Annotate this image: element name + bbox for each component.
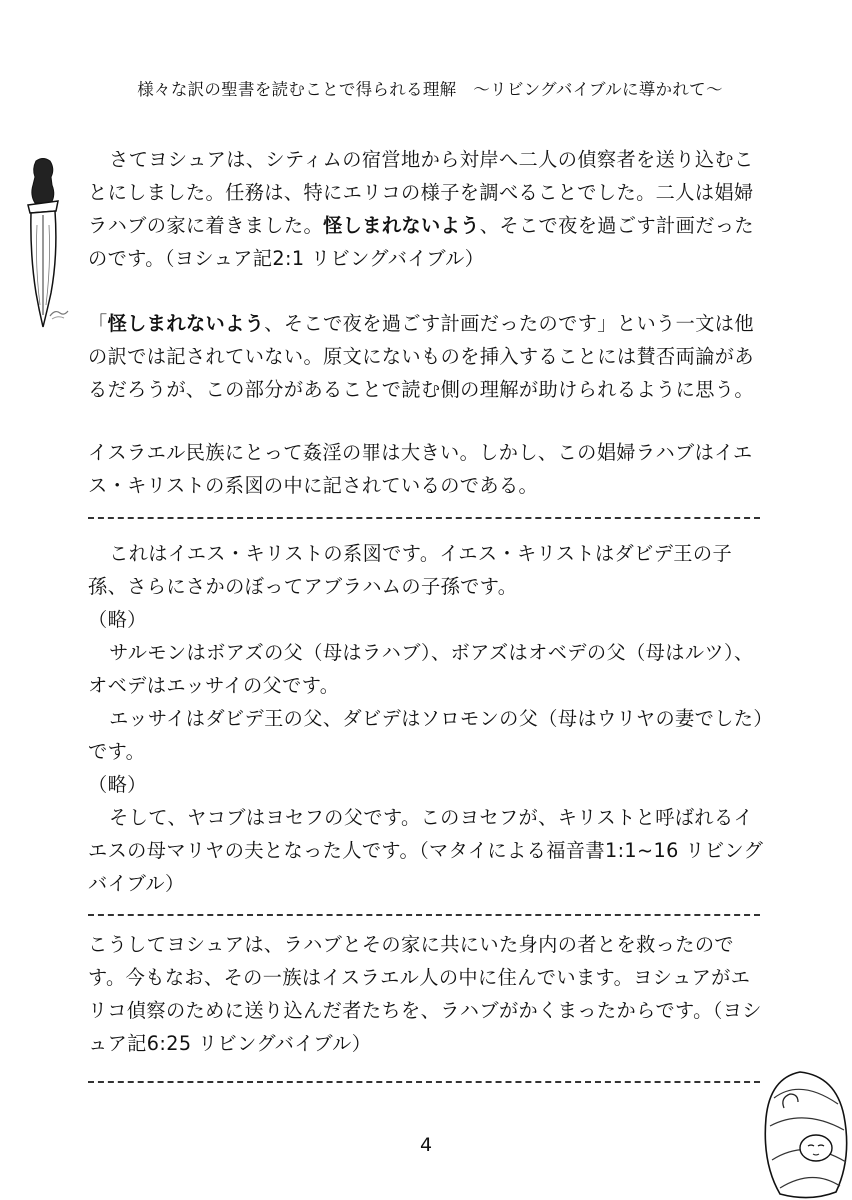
divider [88, 1081, 760, 1083]
quote-line-1: これはイエス・キリストの系図です。イエス・キリストはダビデ王の子孫、さらにさかのぼってアブラハムの子孫です。 [88, 542, 733, 598]
quote-line-2: サルモンはボアズの父（母はラハブ）、ボアズはオベデの父（母はルツ）、オベデはエッサイの父です。 [88, 641, 754, 697]
dagger-icon [18, 155, 68, 330]
quote-block [88, 537, 768, 900]
paragraph-2-rest: 、そこで夜を過ごす計画だったのです」という一文は他の訳では記されていない。原文にないものを挿入することには賛否両論があるだろうが、この部分があることで読む側の理解が助けられるように思う。 [88, 312, 754, 401]
open-quote: 「 [88, 312, 108, 335]
page-title: 様々な訳の聖書を読むことで得られる理解 ～リビングバイブルに導かれて～ [137, 80, 723, 99]
omission-mark: （略） [88, 773, 147, 796]
paragraph-4 [88, 928, 768, 1060]
paragraph-1-rest: 、そこで夜を過ごす計画だったのです。（ヨシュア記2:1 リビングバイブル） [88, 214, 754, 270]
divider [88, 914, 760, 916]
mark-icon [48, 307, 70, 321]
paragraph-1 [88, 143, 768, 275]
paragraph-4-text: こうしてヨシュアは、ラハブとその家に共にいた身内の者とを救ったのです。今もなお、その一族はイスラエル人の中に住んでいます。ヨシュアがエリコ偵察のために送り込んだ者たちを、ラハブがかくまったからです。（ヨシュア記6:25 リビングバイブル） [88, 933, 762, 1055]
quote-line-4: そして、ヤコブはヨセフの父です。このヨセフが、キリストと呼ばれるイエスの母マリヤの夫となった人です。（マタイによる福音書1:1~16 リビングバイブル） [88, 806, 764, 895]
emphasis-text: 怪しまれないよう [323, 214, 480, 237]
divider [88, 517, 760, 519]
quote-line-3: エッサイはダビデ王の父、ダビデはソロモンの父（母はウリヤの妻でした）です。 [88, 707, 764, 763]
paragraph-3-text: イスラエル民族にとって姦淫の罪は大きい。しかし、この娼婦ラハブはイエス・キリストの系図の中に記されているのである。 [88, 441, 753, 497]
page-number: 4 [419, 1134, 433, 1156]
emphasis-text: 怪しまれないよう [107, 312, 265, 335]
paragraph-1-text: さてヨシュアは、シティムの宿営地から対岸へ二人の偵察者を送り込むことにしました。任務は、特にエリコの様子を調べることでした。二人は娼婦ラハブの家に着きました。 [88, 148, 754, 237]
omission-mark: （略） [88, 608, 147, 631]
paragraph-3 [88, 436, 768, 502]
paragraph-2 [88, 307, 768, 406]
